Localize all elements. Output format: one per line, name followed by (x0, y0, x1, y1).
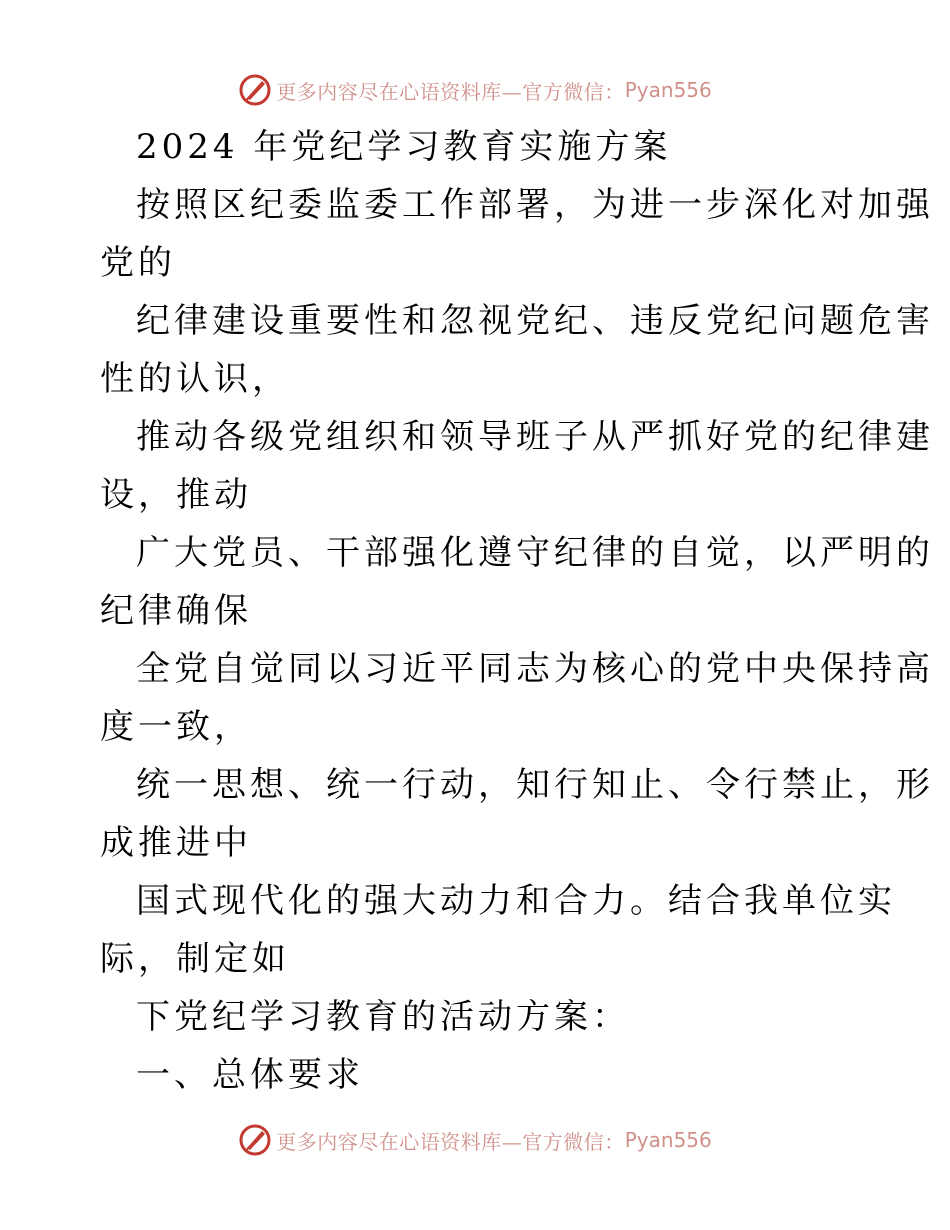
paragraph-line: 统一思想、统一行动，知行知止、令行禁止，形 (136, 765, 934, 805)
paragraph-line: 性的认识， (100, 359, 290, 399)
section-heading: 一、总体要求 (136, 1055, 364, 1095)
document-title: 2024 年党纪学习教育实施方案 (136, 127, 672, 167)
paragraph-line: 度一致， (100, 707, 252, 747)
watermark-text: 更多内容尽在心语资料库—官方微信： (276, 1129, 625, 1154)
paragraph-line: 推动各级党组织和领导班子从严抓好党的纪律建 (136, 417, 934, 457)
paragraph-line: 国式现代化的强大动力和合力。结合我单位实 (136, 881, 896, 921)
paragraph-line: 下党纪学习教育的活动方案： (136, 997, 630, 1037)
watermark-wechat-id: Pyan556 (624, 78, 712, 102)
paragraph-line: 党的 (100, 243, 176, 283)
watermark-wechat-id: Pyan556 (624, 1128, 712, 1152)
quill-logo-icon (238, 73, 272, 107)
footer-watermark (0, 1120, 950, 1160)
paragraph-line: 际，制定如 (100, 939, 290, 979)
quill-logo-icon (238, 1123, 272, 1157)
paragraph-line: 按照区纪委监委工作部署，为进一步深化对加强 (136, 185, 934, 225)
paragraph-line: 成推进中 (100, 823, 252, 863)
document-body (100, 118, 934, 1104)
paragraph-line: 纪律确保 (100, 591, 252, 631)
paragraph-line: 全党自觉同以习近平同志为核心的党中央保持高 (136, 649, 934, 689)
paragraph-line: 纪律建设重要性和忽视党纪、违反党纪问题危害 (136, 301, 934, 341)
paragraph-line: 广大党员、干部强化遵守纪律的自觉，以严明的 (136, 533, 934, 573)
watermark-text: 更多内容尽在心语资料库—官方微信： (276, 79, 625, 104)
paragraph-line: 设，推动 (100, 475, 252, 515)
header-watermark (0, 70, 950, 110)
